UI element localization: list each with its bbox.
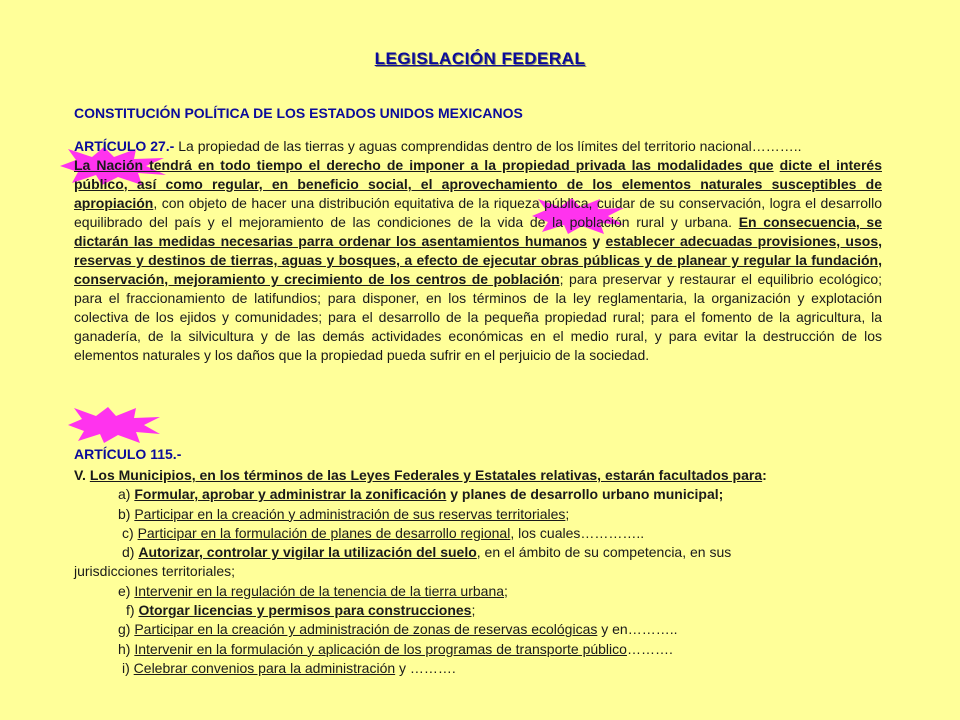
list-item-e [74, 582, 882, 601]
article-27-text-7: establecer adecuadas provisiones, usos, reservas y destinos de tierras, aguas y bosques, a efecto de ejecutar obras públicas y de planear y regular la fundación, conservación, mejoramiento y crecimiento de los centros de población [74, 233, 882, 287]
item-a-underlined: Formular, aprobar y administrar la zonificación [134, 486, 447, 503]
item-a-letter: a) [118, 486, 135, 503]
page-title: LEGISLACIÓN FEDERAL [374, 49, 586, 68]
item-v-number: V. [74, 467, 90, 483]
list-item-b [74, 505, 882, 524]
item-h-rest: ………. [626, 640, 673, 657]
burst-3-icon [66, 405, 162, 445]
item-e-underlined: Intervenir en la regulación de la tenencia de la tierra urbana [134, 582, 505, 599]
list-item-h [74, 640, 882, 659]
list-item-f [74, 601, 882, 620]
article-27-text-4: , con objeto de hacer una distribución equitativa de la riqueza pública, cuidar de su conservación, logra el desarrollo equilibrado del país y el mejoramiento de las condiciones de la vida de la población rural y urbana. [74, 195, 882, 230]
item-v-text: Los Municipios, en los términos de las Leyes Federales y Estatales relativas, estarán facultados para [89, 467, 763, 483]
article-27-text-5: En consecuencia, se dictarán las medidas necesarias parra ordenar los asentamientos humanos [74, 214, 882, 249]
list-item-g [74, 620, 882, 639]
item-h-letter: h) [118, 640, 135, 657]
item-d-letter: d) [122, 544, 139, 561]
item-a-rest: y planes de desarrollo urbano municipal; [446, 486, 724, 503]
item-g-letter: g) [118, 621, 135, 638]
item-c-rest: , los cuales………….. [510, 524, 645, 541]
item-e-letter: e) [118, 582, 135, 599]
article-27-intro-dots: ……….. [751, 138, 802, 154]
list-item-d [74, 543, 882, 562]
item-f-underlined: Otorgar licencias y permisos para construcciones [138, 602, 472, 619]
item-c-letter: c) [122, 524, 138, 541]
item-e-rest: ; [504, 582, 508, 599]
item-v-colon: : [762, 467, 767, 483]
item-i-rest: y ………. [395, 659, 456, 676]
item-c-underlined: Participar en la formulación de planes de desarrollo regional [137, 524, 511, 541]
item-b-letter: b) [118, 505, 135, 522]
item-b-underlined: Participar en la creación y administración de sus reservas territoriales [134, 505, 566, 522]
article-27-text-8: ; para preservar y restaurar el equilibrio ecológico; para el fraccionamiento de latifundios; para disponer, en los términos de la ley reglamentaria, la organización y explotación colectiva de los ejidos y comunidades; para el desarrollo de la pequeña propiedad rural; para el fomento de la agricultura, la ganadería, de la silvicultura y de las demás actividades económicas en el medio rural, y para evitar la destrucción de los elementos naturales y los daños que la propiedad pueda sufrir en el perjuicio de la sociedad. [74, 271, 882, 363]
list-item-d-continuation: jurisdicciones territoriales; [74, 563, 236, 580]
item-f-letter: f) [126, 602, 139, 619]
item-g-rest: y en……….. [597, 621, 678, 638]
article-27-heading: ARTÍCULO 27.- [74, 138, 175, 154]
constitution-heading: CONSTITUCIÓN POLÍTICA DE LOS ESTADOS UNIDOS MEXICANOS [74, 105, 523, 121]
item-i-underlined: Celebrar convenios para la administración [133, 659, 396, 676]
article-27-text-6: y [587, 233, 606, 249]
list-item-a [74, 485, 882, 504]
item-i-letter: i) [122, 659, 134, 676]
item-d-underlined: Autorizar, controlar y vigilar la utilización del suelo [138, 544, 477, 561]
item-h-underlined: Intervenir en la formulación y aplicación de los programas de transporte público [134, 640, 627, 657]
article-27-intro: La propiedad de las tierras y aguas comprendidas dentro de los límites del territorio nacional [174, 138, 752, 154]
article-27-text-2: dicte el interés público [74, 157, 882, 192]
article-27-text-3: , así como regular, en beneficio social, el aprovechamiento de los elementos naturales susceptibles de apropiación [74, 176, 882, 211]
list-item-c [74, 524, 882, 543]
item-f-rest: ; [471, 602, 476, 619]
article-115-heading: ARTÍCULO 115.- [74, 446, 182, 462]
article-27-paragraph [74, 137, 882, 365]
item-g-underlined: Participar en la creación y administración de zonas de reservas ecológicas [134, 621, 598, 638]
item-d-rest: , en el ámbito de su competencia, en sus [476, 544, 732, 561]
list-item-i [74, 659, 882, 678]
article-115-list [74, 466, 882, 678]
item-b-rest: ; [565, 505, 570, 522]
list-item-v [74, 466, 882, 485]
article-27-text-1: La Nación tendrá en todo tiempo el derecho de imponer a la propiedad privada las modalidades que [74, 157, 774, 173]
